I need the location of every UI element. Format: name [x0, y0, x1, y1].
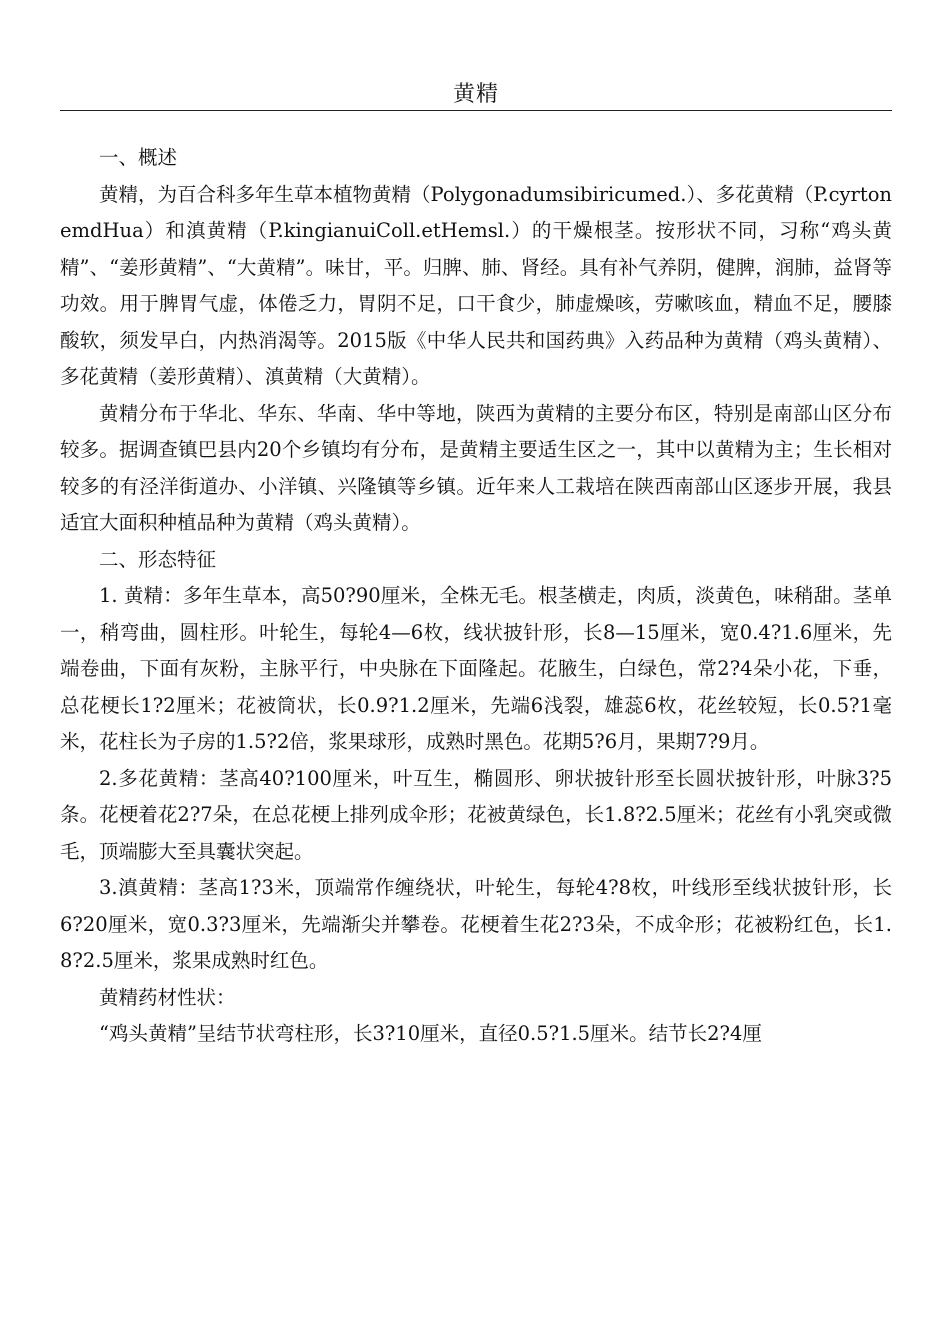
- morphology-paragraph-3: 3.滇黄精：茎高1?3米，顶端常作缠绕状，叶轮生，每轮4?8枚，叶线形至线状披针形，长6?20厘米，宽0.3?3厘米，先端渐尖并攀卷。花梗着生花2?3朵，不成伞形；花被粉红色，长1.8?2.5厘米，浆果成熟时红色。: [60, 876, 892, 972]
- traits-heading: 黄精药材性状：: [99, 985, 236, 1009]
- traits-paragraph-1: “鸡头黄精”呈结节状弯柱形，长3?10厘米，直径0.5?1.5厘米。结节长2?4厘: [99, 1022, 762, 1045]
- title-divider: [60, 110, 892, 111]
- overview-paragraph-1: 黄精，为百合科多年生草本植物黄精（Polygonadumsibiricumed.）、多花黄精（P.cyrtonemdHua）和滇黄精（P.kingianuiColl.etHemsl.）的干燥根茎。按形状不同，习称“鸡头黄精”、“姜形黄精”、“大黄精”。味甘，平。归脾、肺、肾经。具有补气养阴，健脾，润肺，益肾等功效。用于脾胃气虚，体倦乏力，胃阴不足，口干食少，肺虚燥咳，劳嗽咳血，精血不足，腰膝酸软，须发早白，内热消渴等。2015版《中华人民共和国药典》入药品种为黄精（鸡头黄精）、多花黄精（姜形黄精）、滇黄精（大黄精）。: [60, 182, 892, 388]
- document-body: [60, 140, 892, 1053]
- morphology-heading: 二、形态特征: [99, 547, 217, 571]
- morphology-paragraph-2: 2.多花黄精：茎高40?100厘米，叶互生，椭圆形、卵状披针形至长圆状披针形，叶脉3?5条。花梗着花2?7朵，在总花梗上排列成伞形；花被黄绿色，长1.8?2.5厘米；花丝有小乳突或微毛，顶端膨大至具囊状突起。: [60, 766, 892, 863]
- document-title: 黄精: [452, 82, 499, 107]
- overview-heading: 一、概述: [99, 146, 178, 169]
- overview-paragraph-2: 黄精分布于华北、华东、华南、华中等地，陕西为黄精的主要分布区，特别是南部山区分布较多。据调查镇巴县内20个乡镇均有分布，是黄精主要适生区之一，其中以黄精为主；生长相对较多的有泾洋街道办、小洋镇、兴隆镇等乡镇。近年来人工栽培在陕西南部山区逐步开展，我县适宜大面积种植品种为黄精（鸡头黄精）。: [60, 401, 892, 534]
- morphology-paragraph-1: 1. 黄精：多年生草本，高50?90厘米，全株无毛。根茎横走，肉质，淡黄色，味稍甜。茎单一，稍弯曲，圆柱形。叶轮生，每轮4—6枚，线状披针形，长8—15厘米，宽0.4?1.6厘米，先端卷曲，下面有灰粉，主脉平行，中央脉在下面隆起。花腋生，白绿色，常2?4朵小花，下垂，总花梗长1?2厘米；花被筒状，长0.9?1.2厘米，先端6浅裂，雄蕊6枚，花丝较短，长0.5?1毫米，花柱长为子房的1.5?2倍，浆果球形，成熟时黑色。花期5?6月，果期7?9月。: [60, 584, 892, 753]
